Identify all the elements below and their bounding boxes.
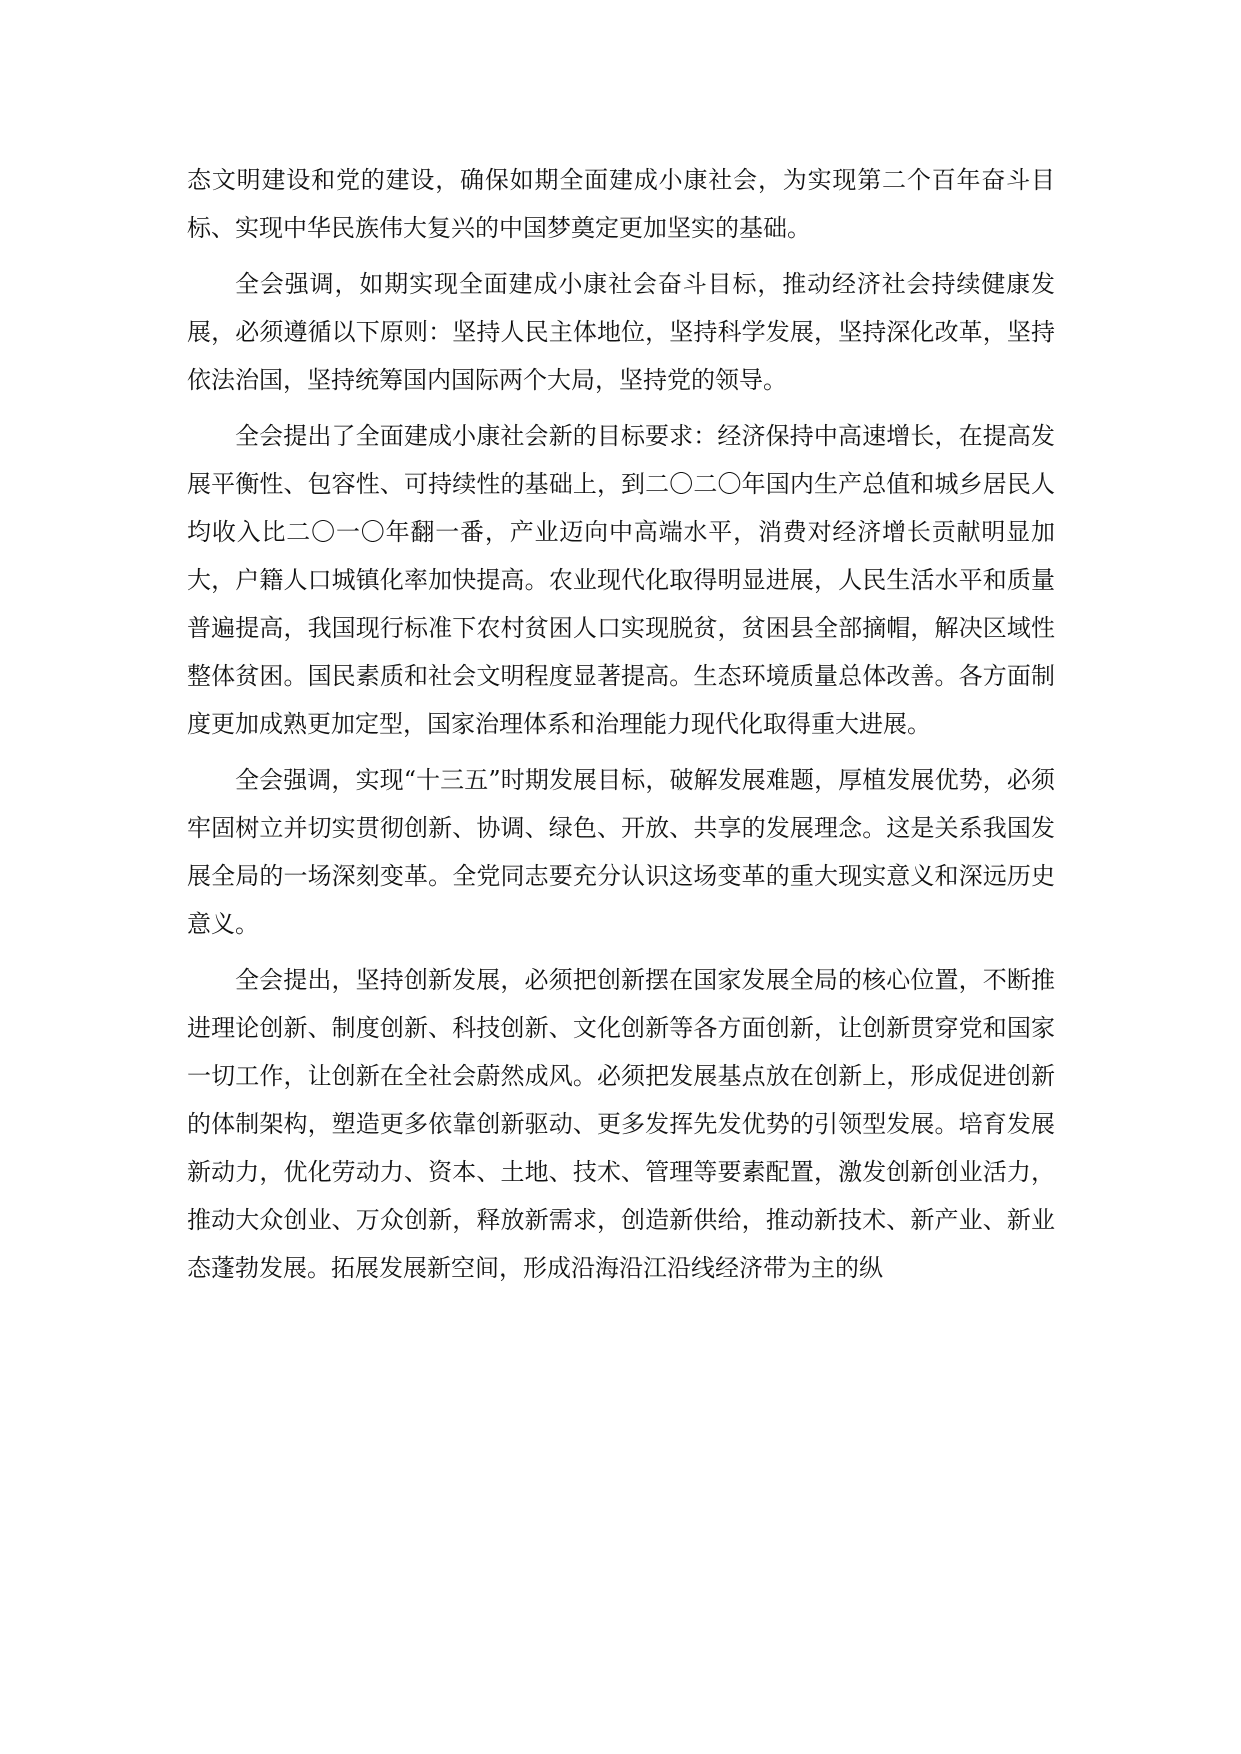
- paragraph-innovation: 全会提出，坚持创新发展，必须把创新摆在国家发展全局的核心位置，不断推进理论创新、制度创新、科技创新、文化创新等各方面创新，让创新贯穿党和国家一切工作，让创新在全社会蔚然成风。必须把发展基点放在创新上，形成促进创新的体制架构，塑造更多依靠创新驱动、更多发挥先发优势的引领型发展。培育发展新动力，优化劳动力、资本、土地、技术、管理等要素配置，激发创新创业活力，推动大众创业、万众创新，释放新需求，创造新供给，推动新技术、新产业、新业态蓬勃发展。拓展发展新空间，形成沿海沿江沿线经济带为主的纵: [187, 966, 1055, 1282]
- paragraph-goals: 全会提出了全面建成小康社会新的目标要求：经济保持中高速增长，在提高发展平衡性、包容性、可持续性的基础上，到二〇二〇年国内生产总值和城乡居民人均收入比二〇一〇年翻一番，产业迈向中高端水平，消费对经济增长贡献明显加大，户籍人口城镇化率加快提高。农业现代化取得明显进展，人民生活水平和质量普遍提高，我国现行标准下农村贫困人口实现脱贫，贫困县全部摘帽，解决区域性整体贫困。国民素质和社会文明程度显著提高。生态环境质量总体改善。各方面制度更加成熟更加定型，国家治理体系和治理能力现代化取得重大进展。: [187, 422, 1055, 738]
- document-body: [187, 156, 1055, 1300]
- paragraph-development-concepts: 全会强调，实现“十三五”时期发展目标，破解发展难题，厚植发展优势，必须牢固树立并切实贯彻创新、协调、绿色、开放、共享的发展理念。这是关系我国发展全局的一场深刻变革。全党同志要充分认识这场变革的重大现实意义和深远历史意义。: [187, 766, 1055, 938]
- paragraph-principles: 全会强调，如期实现全面建成小康社会奋斗目标，推动经济社会持续健康发展，必须遵循以下原则：坚持人民主体地位，坚持科学发展，坚持深化改革，坚持依法治国，坚持统筹国内国际两个大局，坚持党的领导。: [187, 270, 1055, 394]
- paragraph-continued: 态文明建设和党的建设，确保如期全面建成小康社会，为实现第二个百年奋斗目标、实现中华民族伟大复兴的中国梦奠定更加坚实的基础。: [187, 166, 1055, 242]
